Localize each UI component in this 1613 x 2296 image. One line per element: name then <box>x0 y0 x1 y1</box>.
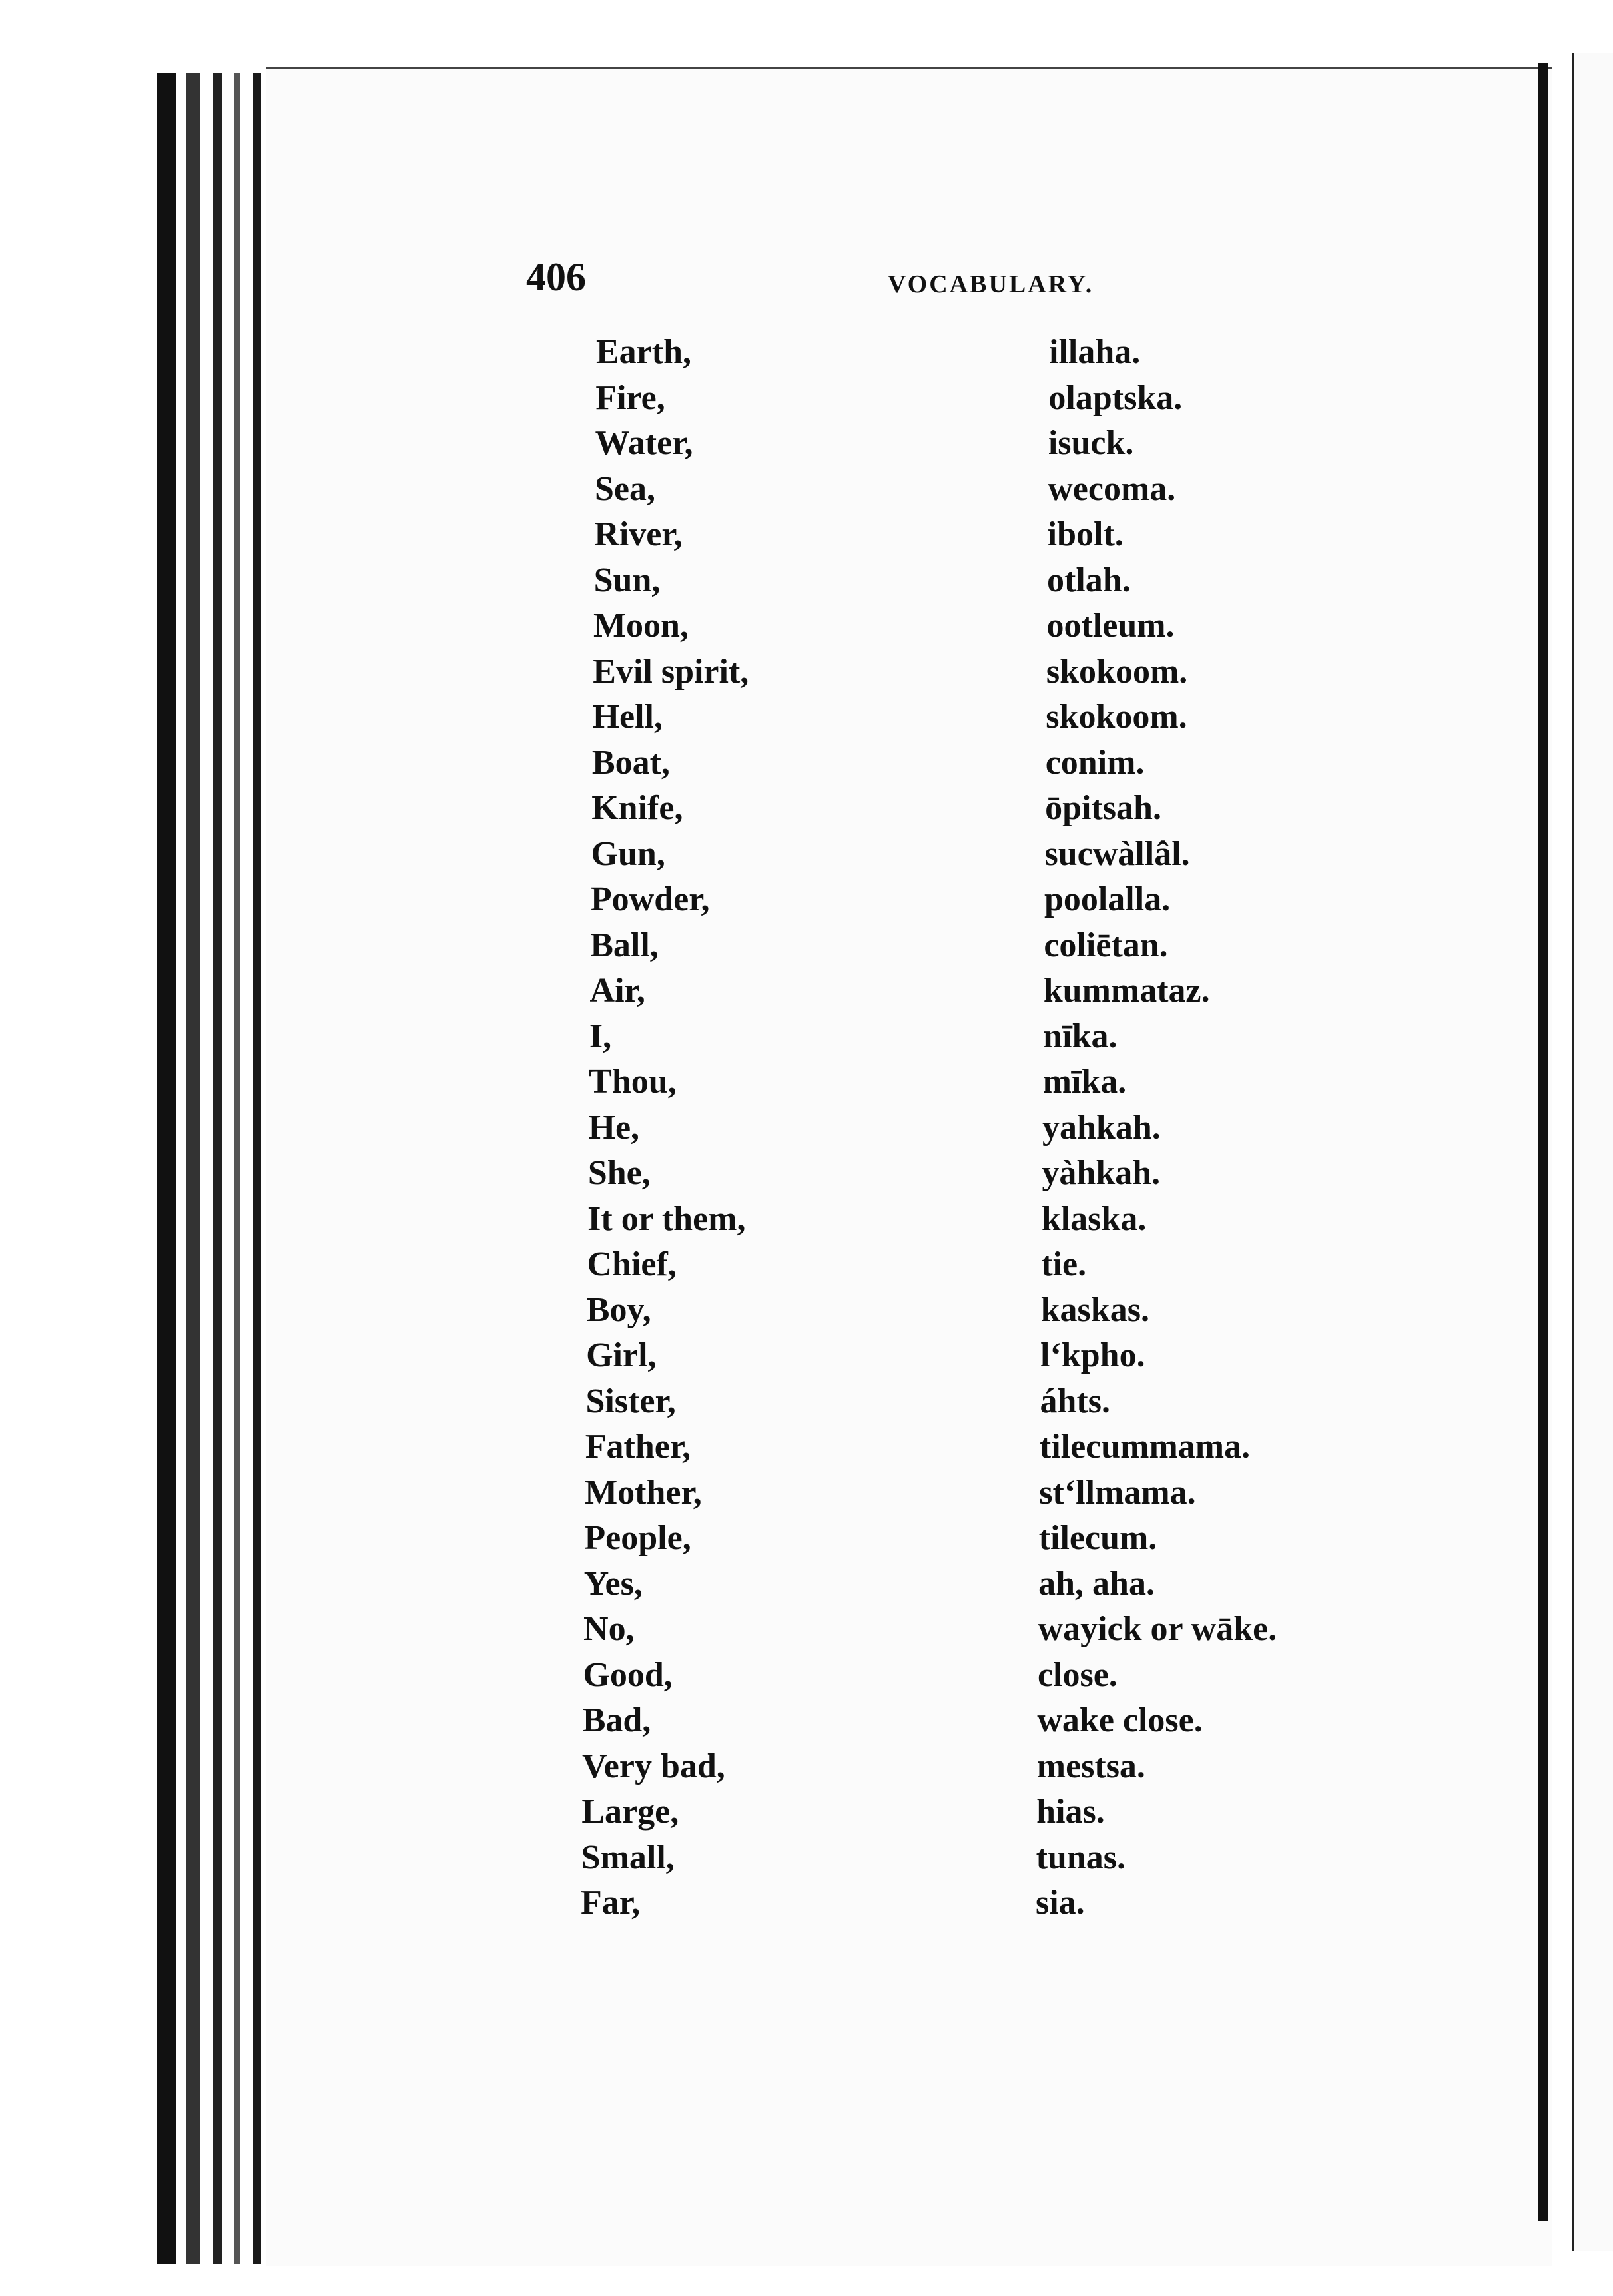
native-word: ibolt. <box>1047 515 1124 553</box>
facing-page-edge <box>1572 53 1613 2251</box>
native-word: klaska. <box>1041 1199 1147 1238</box>
english-term: Far, <box>581 1884 641 1922</box>
english-term: Gun, <box>591 834 665 873</box>
native-word: yàhkah. <box>1042 1154 1161 1192</box>
native-word: skokoom. <box>1046 698 1187 736</box>
native-word: ootleum. <box>1046 607 1175 645</box>
english-term: Sister, <box>585 1382 676 1420</box>
english-term: Very bad, <box>582 1747 725 1785</box>
running-head: VOCABULARY. <box>888 270 1094 298</box>
english-term: Good, <box>583 1655 673 1694</box>
english-term: Yes, <box>583 1564 643 1603</box>
native-word: tilecum. <box>1038 1519 1157 1557</box>
native-word: yahkah. <box>1042 1108 1161 1147</box>
english-term: Hell, <box>592 698 663 736</box>
english-term: Boat, <box>591 743 670 782</box>
english-term: Fire, <box>595 378 665 417</box>
english-term: Ball, <box>590 926 659 964</box>
native-word: close. <box>1037 1655 1118 1694</box>
english-term: Girl, <box>586 1336 657 1374</box>
english-term: Thou, <box>589 1063 677 1101</box>
native-word: nīka. <box>1043 1017 1118 1055</box>
native-word: poolalla. <box>1044 880 1171 918</box>
english-term: Bad, <box>582 1701 651 1739</box>
native-word: coliētan. <box>1044 926 1168 964</box>
english-term: People, <box>584 1519 691 1557</box>
english-term: Evil spirit, <box>593 652 749 691</box>
native-word: ah, aha. <box>1038 1564 1155 1603</box>
page-number: 406 <box>526 255 586 299</box>
english-term: Large, <box>581 1793 679 1831</box>
native-word: olaptska. <box>1048 378 1183 417</box>
native-word: mīka. <box>1042 1063 1127 1101</box>
book-spine-edge <box>157 73 176 2264</box>
native-word: wayick or wāke. <box>1038 1610 1277 1648</box>
english-term: She, <box>587 1154 651 1192</box>
page-sheet <box>266 67 1552 2266</box>
english-term: He, <box>588 1108 640 1147</box>
english-term: No, <box>583 1610 635 1648</box>
native-word: st‘llmama. <box>1039 1473 1196 1512</box>
native-word: kaskas. <box>1040 1291 1149 1329</box>
english-term: It or them, <box>587 1199 746 1238</box>
native-word: otlah. <box>1047 561 1131 599</box>
native-word: kummataz. <box>1043 972 1210 1009</box>
english-term: I, <box>589 1017 612 1055</box>
book-spine-edge <box>186 73 200 2264</box>
english-term: Small, <box>581 1838 675 1876</box>
native-word: l‘kpho. <box>1040 1336 1145 1374</box>
native-word: áhts. <box>1040 1382 1110 1420</box>
native-word: sia. <box>1036 1884 1085 1922</box>
book-spine-edge <box>234 73 240 2264</box>
english-term: Mother, <box>585 1473 702 1512</box>
native-word: skokoom. <box>1046 652 1188 691</box>
native-word: wecoma. <box>1048 469 1176 508</box>
english-term: Father, <box>585 1428 691 1466</box>
native-word: sucwàllâl. <box>1044 834 1190 873</box>
english-term: Boy, <box>586 1291 651 1329</box>
native-word: ōpitsah. <box>1045 789 1161 827</box>
native-word: mestsa. <box>1036 1747 1145 1785</box>
native-word: wake close. <box>1037 1701 1203 1739</box>
english-term: Powder, <box>590 880 710 918</box>
english-term: Knife, <box>591 789 683 827</box>
book-spine-edge <box>253 73 261 2264</box>
native-word: isuck. <box>1048 424 1134 462</box>
english-term: Moon, <box>593 607 689 645</box>
book-spine-edge <box>213 73 222 2264</box>
english-term: Chief, <box>587 1245 677 1283</box>
native-word: tunas. <box>1036 1838 1126 1876</box>
english-term: Air, <box>589 972 645 1009</box>
page-right-edge <box>1538 63 1548 2221</box>
native-word: conim. <box>1045 743 1145 782</box>
native-word: hias. <box>1036 1793 1105 1831</box>
native-word: tilecummama. <box>1039 1428 1251 1466</box>
english-term: Earth, <box>596 333 691 371</box>
english-term: River, <box>594 515 683 553</box>
native-word: tie. <box>1041 1245 1087 1283</box>
english-term: Sea, <box>594 469 655 508</box>
english-term: Water, <box>595 424 693 462</box>
english-term: Sun, <box>593 561 661 599</box>
native-word: illaha. <box>1049 333 1141 371</box>
